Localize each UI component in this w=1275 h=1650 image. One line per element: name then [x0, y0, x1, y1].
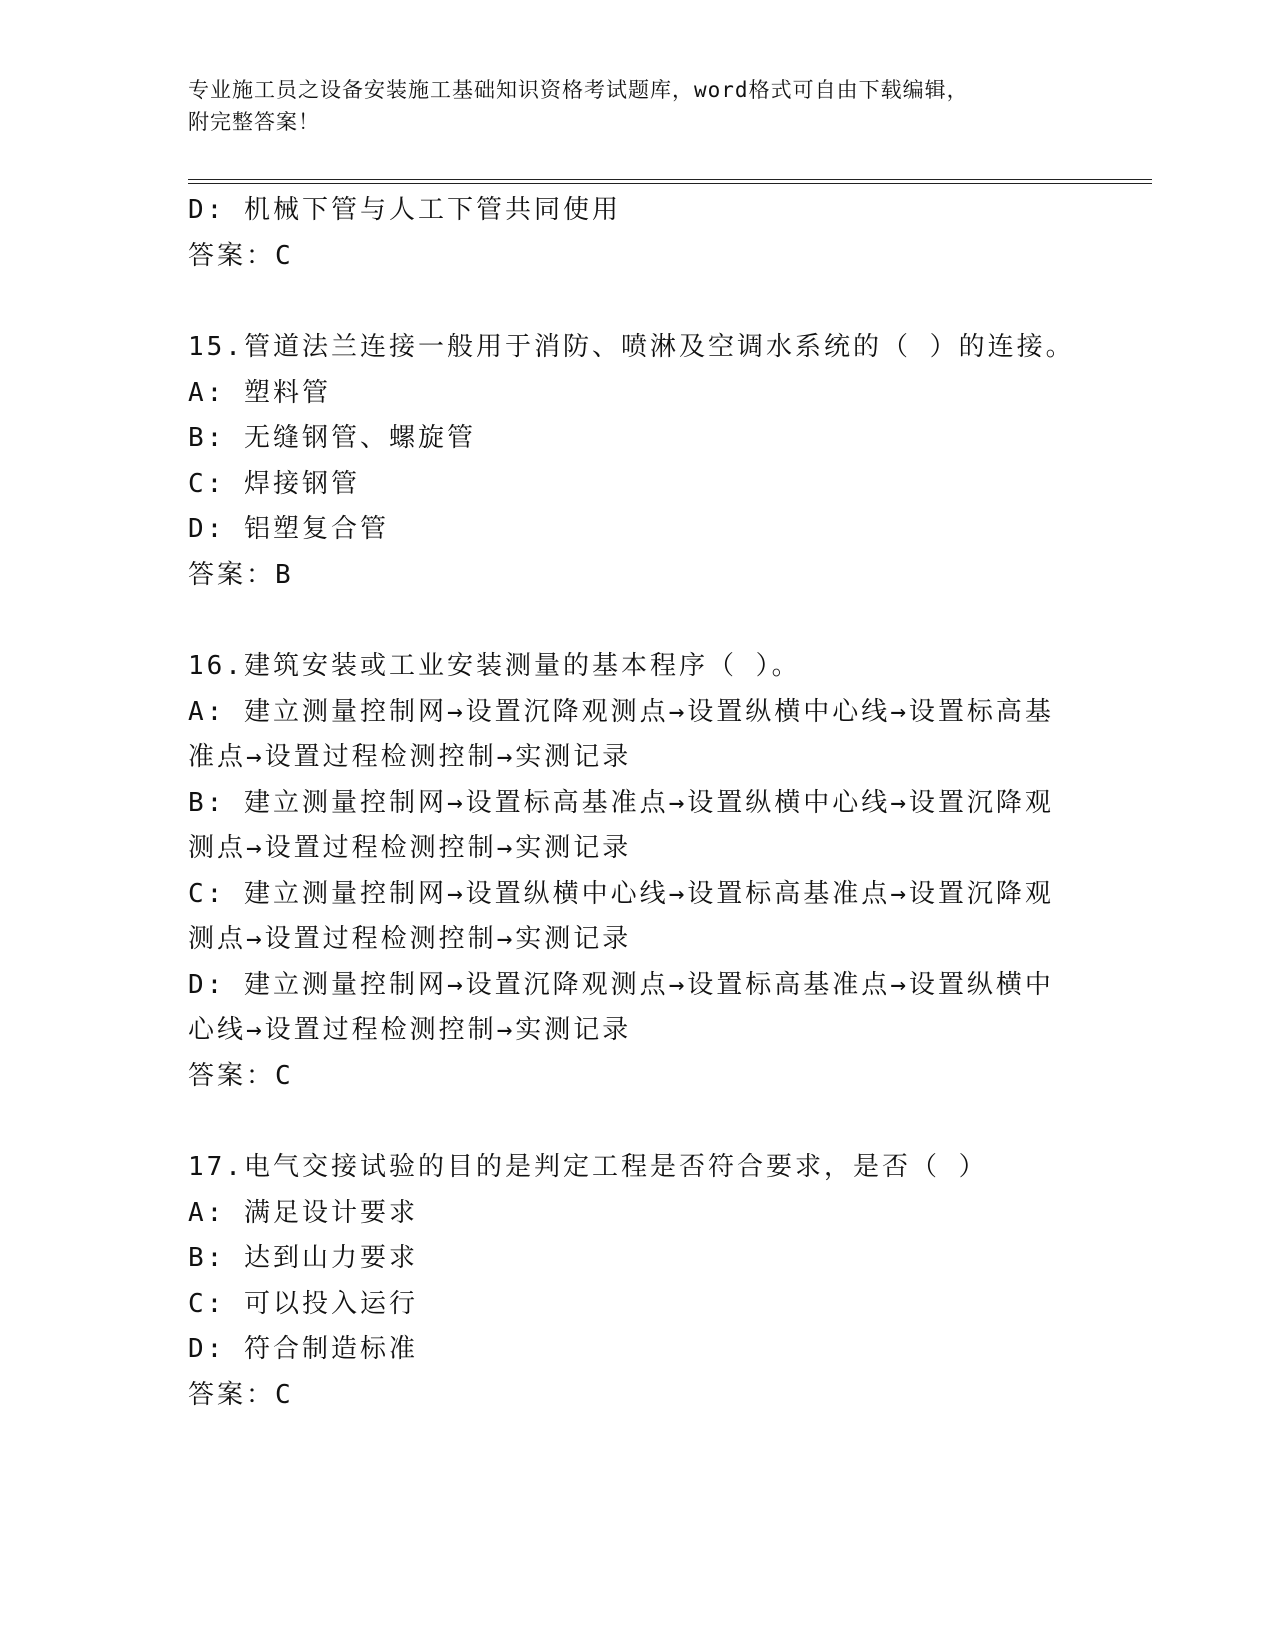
- q16-option-a-line-1: A: 建立测量控制网→设置沉降观测点→设置纵横中心线→设置标高基: [188, 696, 1054, 727]
- q16-answer: 答案：C: [188, 1060, 294, 1091]
- q14-option-d: D: 机械下管与人工下管共同使用: [188, 195, 621, 225]
- header-rule-top: [188, 179, 1152, 180]
- q16-option-b-line-1: B: 建立测量控制网→设置标高基准点→设置纵横中心线→设置沉降观: [188, 787, 1054, 818]
- header-rule-bottom: [188, 183, 1152, 184]
- q15-stem: 15.管道法兰连接一般用于消防、喷淋及空调水系统的（ ）的连接。: [188, 332, 1075, 362]
- q16-option-a-line-2: 准点→设置过程检测控制→实测记录: [188, 742, 632, 772]
- q16-option-c-line-2: 测点→设置过程检测控制→实测记录: [188, 924, 632, 954]
- q17-option-d: D: 符合制造标准: [188, 1334, 418, 1364]
- q17-option-c: C: 可以投入运行: [188, 1288, 418, 1319]
- q17-option-b: B: 达到山力要求: [188, 1243, 418, 1273]
- q15-option-c: C: 焊接钢管: [188, 468, 360, 499]
- spacer: [188, 279, 1088, 325]
- q14-answer: 答案：C: [188, 240, 294, 271]
- q16-option-c-line-1: C: 建立测量控制网→设置纵横中心线→设置标高基准点→设置沉降观: [188, 878, 1054, 909]
- q17-answer: 答案：C: [188, 1379, 294, 1410]
- q15-answer: 答案：B: [188, 559, 294, 590]
- question-list: [188, 188, 1088, 1418]
- q15-option-a: A: 塑料管: [188, 377, 331, 408]
- spacer: [188, 1099, 1088, 1145]
- q16-option-b-line-2: 测点→设置过程检测控制→实测记录: [188, 833, 632, 863]
- q16-stem: 16.建筑安装或工业安装测量的基本程序（ ）。: [188, 651, 801, 681]
- header-line-1: 专业施工员之设备安装施工基础知识资格考试题库，word格式可自由下载编辑，: [188, 78, 969, 102]
- q15-option-b: B: 无缝钢管、螺旋管: [188, 423, 476, 453]
- q16-option-d-line-2: 心线→设置过程检测控制→实测记录: [188, 1015, 632, 1045]
- q17-option-a: A: 满足设计要求: [188, 1197, 418, 1228]
- q17-stem: 17.电气交接试验的目的是判定工程是否符合要求，是否（ ）: [188, 1152, 988, 1182]
- spacer: [188, 598, 1088, 644]
- q16-option-d-line-1: D: 建立测量控制网→设置沉降观测点→设置标高基准点→设置纵横中: [188, 969, 1054, 1000]
- header-line-2: 附完整答案！: [188, 110, 320, 134]
- q15-option-d: D: 铝塑复合管: [188, 514, 389, 544]
- document-header: [188, 74, 1068, 138]
